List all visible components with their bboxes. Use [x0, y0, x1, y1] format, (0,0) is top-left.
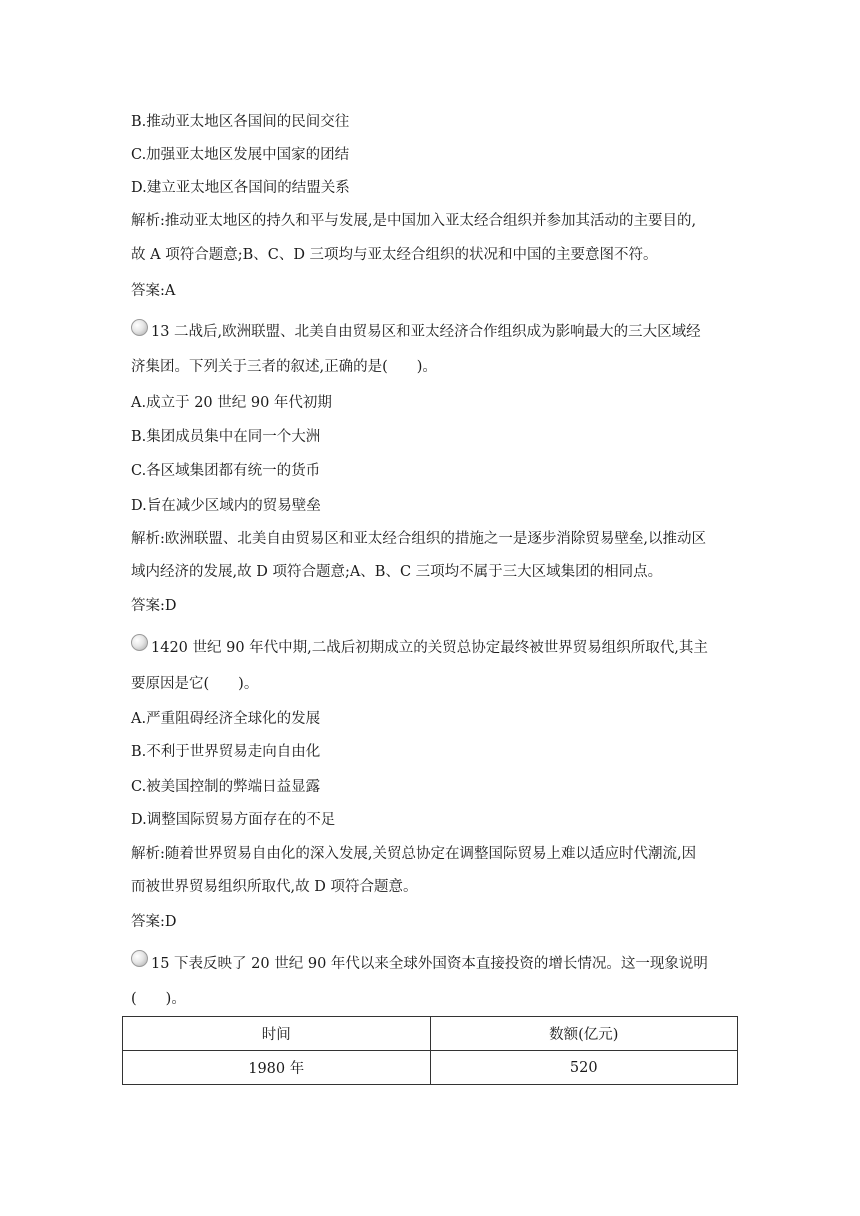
question-marker-icon [131, 950, 148, 967]
q14-stem-line-1: 1420 世纪 90 年代中期,二战后初期成立的关贸总协定最终被世界贸易组织所取代,其主 [151, 640, 708, 656]
q12-option-c: C.加强亚太地区发展中国家的团结 [131, 147, 350, 163]
q14-option-d: D.调整国际贸易方面存在的不足 [131, 812, 336, 828]
q12-analysis-line-1: 解析:推动亚太地区的持久和平与发展,是中国加入亚太经合组织并参加其活动的主要目的, [131, 213, 697, 229]
table-header-amount: 数额(亿元) [430, 1017, 738, 1051]
q12-option-d: D.建立亚太地区各国间的结盟关系 [131, 180, 350, 196]
q12-analysis-line-2: 故 A 项符合题意;B、C、D 三项均与亚太经合组织的状况和中国的主要意图不符。 [131, 247, 658, 263]
q13-answer: 答案:D [131, 598, 177, 614]
question-marker-icon [131, 634, 148, 651]
q14-analysis-line-2: 而被世界贸易组织所取代,故 D 项符合题意。 [131, 879, 418, 895]
q13-analysis-line-2: 域内经济的发展,故 D 项符合题意;A、B、C 三项均不属于三大区域集团的相同点。 [131, 564, 663, 580]
table-header-time: 时间 [123, 1017, 431, 1051]
investment-table [122, 1016, 738, 1085]
q14-option-c: C.被美国控制的弊端日益显露 [131, 779, 321, 795]
q15-stem-line-1: 15 下表反映了 20 世纪 90 年代以来全球外国资本直接投资的增长情况。这一现象说明 [151, 956, 708, 972]
table-cell-time: 1980 年 [123, 1051, 431, 1085]
q13-analysis-line-1: 解析:欧洲联盟、北美自由贸易区和亚太经合组织的措施之一是逐步消除贸易壁垒,以推动区 [131, 531, 706, 547]
question-marker-icon [131, 319, 148, 336]
q12-option-b: B.推动亚太地区各国间的民间交往 [131, 114, 350, 130]
table-row [123, 1051, 738, 1085]
q13-stem-line-2: 济集团。下列关于三者的叙述,正确的是( )。 [131, 359, 437, 375]
q13-option-d: D.旨在减少区域内的贸易壁垒 [131, 498, 321, 514]
table-header-row [123, 1017, 738, 1051]
q12-answer: 答案:A [131, 283, 176, 299]
q14-answer: 答案:D [131, 914, 177, 930]
q14-stem-line-2: 要原因是它( )。 [131, 676, 259, 692]
q13-stem-line-1: 13 二战后,欧洲联盟、北美自由贸易区和亚太经济合作组织成为影响最大的三大区域经 [151, 324, 701, 340]
q14-option-a: A.严重阻碍经济全球化的发展 [131, 711, 321, 727]
table-cell-amount: 520 [430, 1051, 738, 1085]
q13-option-a: A.成立于 20 世纪 90 年代初期 [131, 395, 332, 411]
q14-analysis-line-1: 解析:随着世界贸易自由化的深入发展,关贸总协定在调整国际贸易上难以适应时代潮流,因 [131, 846, 697, 862]
q13-option-c: C.各区域集团都有统一的货币 [131, 463, 321, 479]
q15-stem-line-2: ( )。 [131, 991, 186, 1007]
q13-option-b: B.集团成员集中在同一个大洲 [131, 429, 321, 445]
q14-option-b: B.不利于世界贸易走向自由化 [131, 744, 321, 760]
